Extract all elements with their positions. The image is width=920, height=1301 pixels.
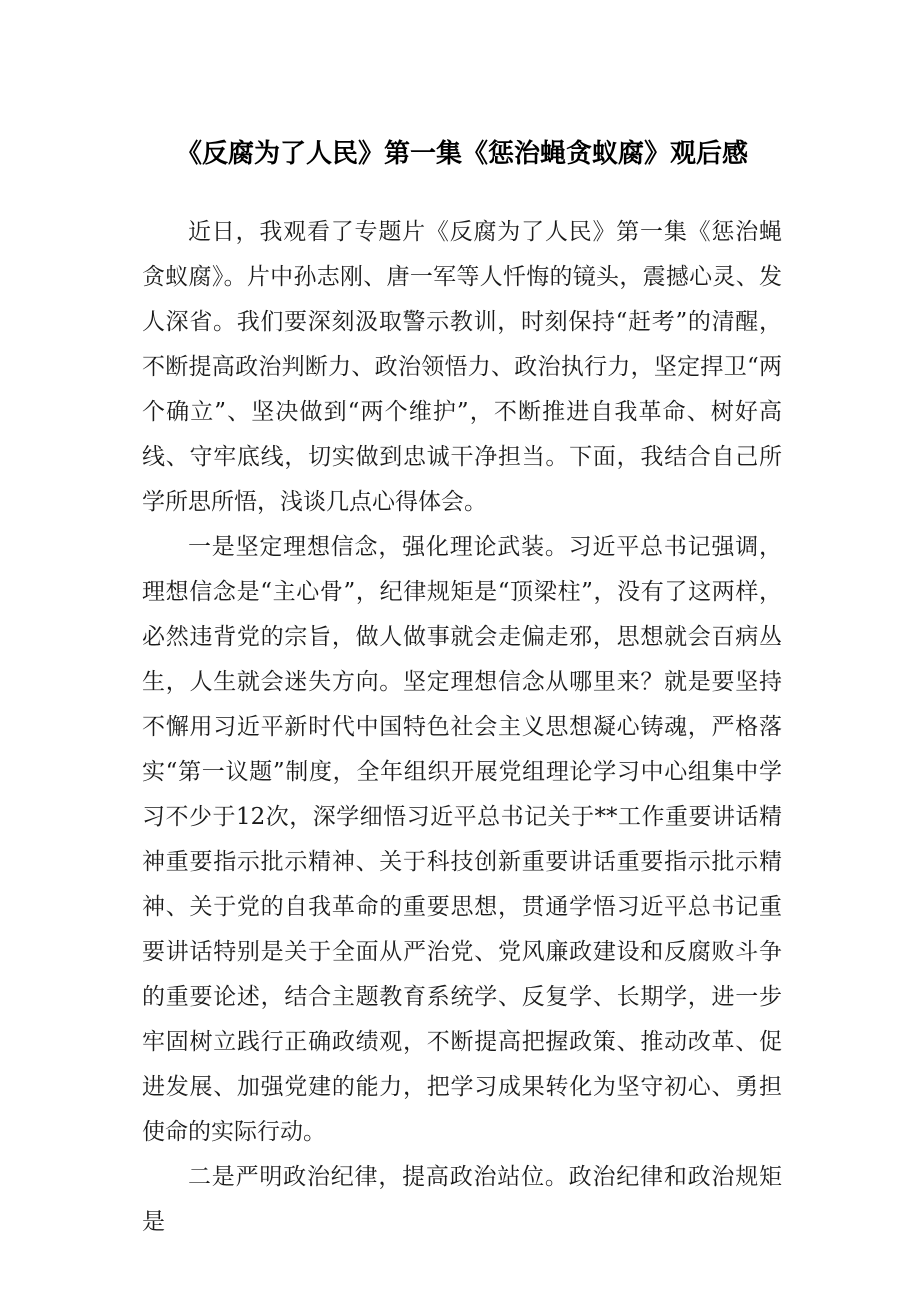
paragraph-point-two: 二是严明政治纪律，提高政治站位。政治纪律和政治规矩是 [142,1164,782,1235]
paragraph-intro: 近日，我观看了专题片《反腐为了人民》第一集《惩治蝇贪蚁腐》。片中孙志刚、唐一军等人忏悔的镜头，震撼心灵、发人深省。我们要深刻汲取警示教训，时刻保持“赶考”的清醒，不断提高政治判断力、政治领悟力、政治执行力，坚定捍卫“两个确立”、坚决做到“两个维护”，不断推进自我革命、树好高线、守牢底线，切实做到忠诚干净担当。下面，我结合自己所学所思所悟，浅谈几点心得体会。 [142,219,782,515]
document-body [142,210,782,1245]
paragraph-point-one: 一是坚定理想信念，强化理论武装。习近平总书记强调，理想信念是“主心骨”，纪律规矩是“顶梁柱”，没有了这两样，必然违背党的宗旨，做人做事就会走偏走邪，思想就会百病丛生，人生就会迷失方向。坚定理想信念从哪里来？就是要坚持不懈用习近平新时代中国特色社会主义思想凝心铸魂，严格落实“第一议题”制度，全年组织开展党组理论学习中心组集中学习不少于12次，深学细悟习近平总书记关于**工作重要讲话精神重要指示批示精神、关于科技创新重要讲话重要指示批示精神、关于党的自我革命的重要思想，贯通学悟习近平总书记重要讲话特别是关于全面从严治党、党风廉政建设和反腐败斗争的重要论述，结合主题教育系统学、反复学、长期学，进一步牢固树立践行正确政绩观，不断提高把握政策、推动改革、促进发展、加强党建的能力，把学习成果转化为坚守初心、勇担使命的实际行动。 [142,534,782,1145]
document-title: 《反腐为了人民》第一集《惩治蝇贪蚁腐》观后感 [175,139,748,169]
